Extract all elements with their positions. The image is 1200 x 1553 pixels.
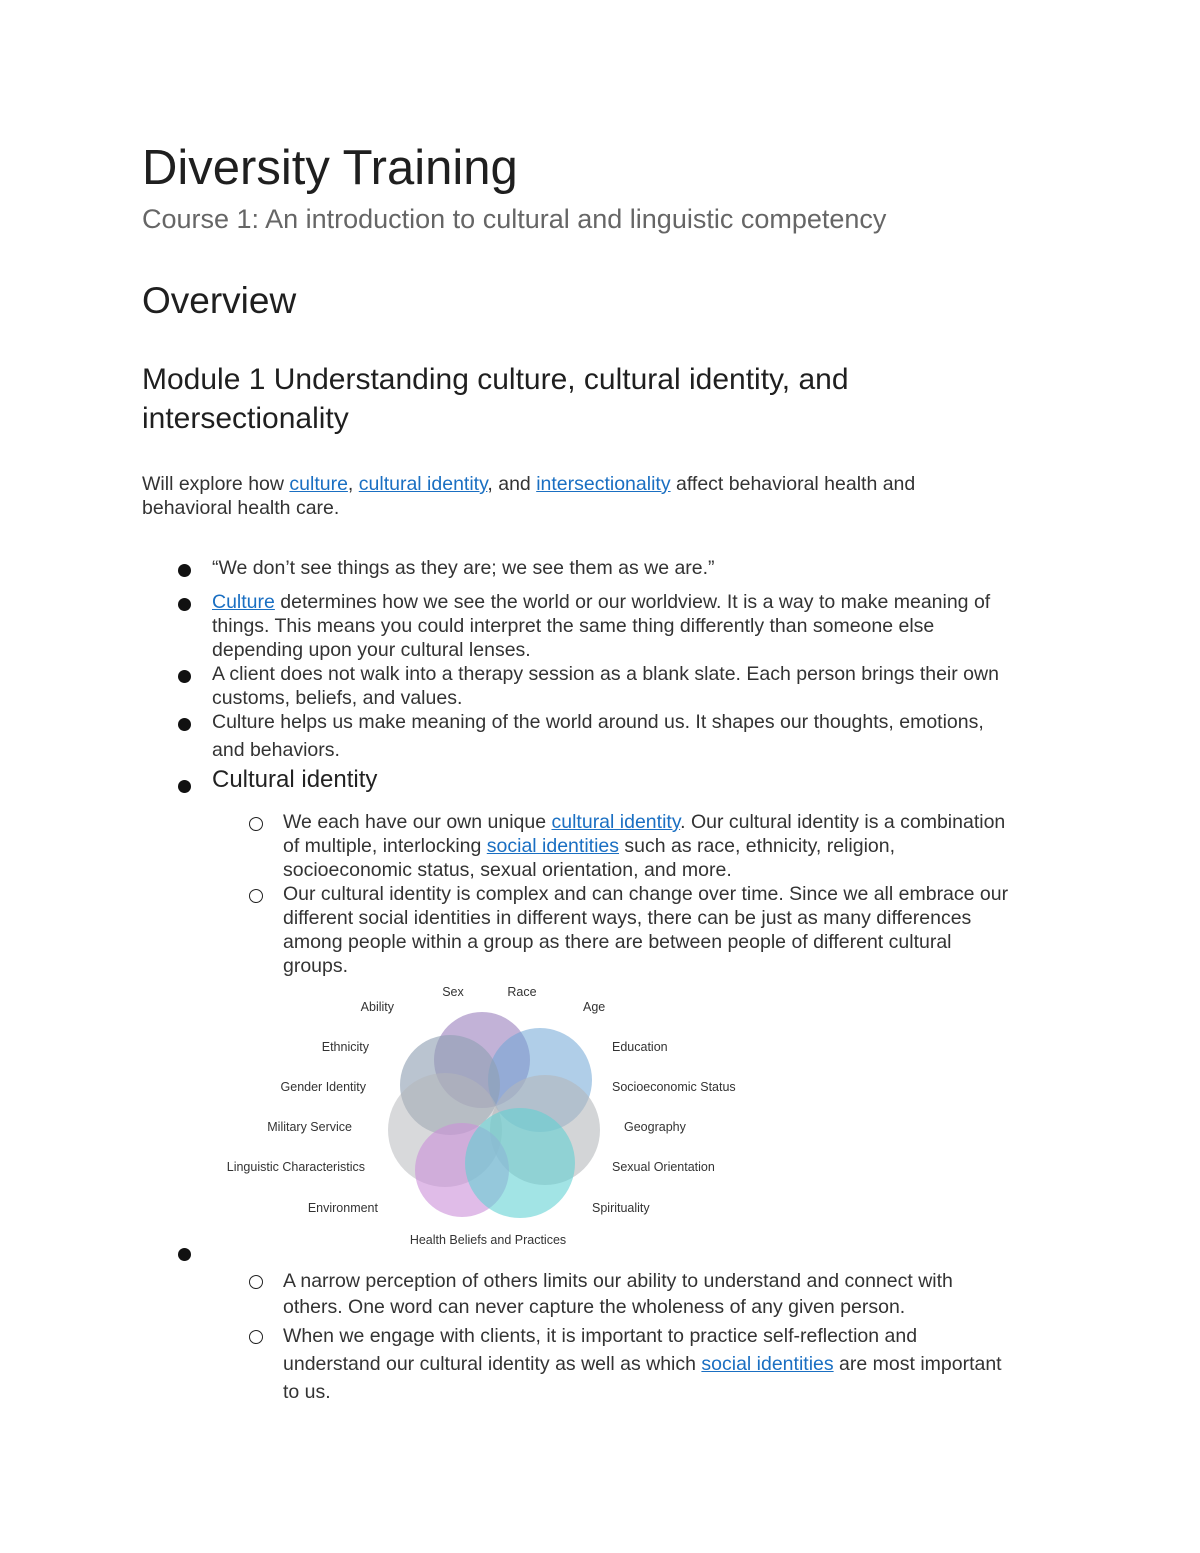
label-socioeconomic-status: Socioeconomic Status bbox=[612, 1080, 736, 1094]
intersectionality-link[interactable]: intersectionality bbox=[536, 473, 671, 495]
course-subtitle: Course 1: An introduction to cultural and linguistic competency bbox=[142, 204, 887, 234]
sub-bullet-4-text-1: understand our cultural identity as well as which bbox=[283, 1353, 702, 1375]
sub-bullet-3-line-2: others. One word can never capture the wholeness of any given person. bbox=[283, 1296, 906, 1318]
sub-bullet-2-line-1: Our cultural identity is complex and can change over time. Since we all embrace our bbox=[283, 883, 1009, 905]
label-ability: Ability bbox=[360, 1000, 394, 1014]
overview-heading: Overview bbox=[142, 280, 297, 321]
label-education: Education bbox=[612, 1040, 668, 1054]
label-age: Age bbox=[583, 1000, 606, 1014]
document-title: Diversity Training bbox=[142, 141, 518, 195]
sub-bullet-1-text-4: such as race, ethnicity, religion, bbox=[619, 835, 896, 857]
social-identities-link-2[interactable]: social identities bbox=[701, 1353, 834, 1375]
label-health-beliefs: Health Beliefs and Practices bbox=[409, 1233, 567, 1247]
sub-bullet-circle bbox=[249, 1275, 263, 1289]
module-heading-line1: Module 1 Understanding culture, cultural identity, and bbox=[142, 363, 849, 396]
label-environment: Environment bbox=[307, 1201, 378, 1215]
bullet-meaning-line-2: and behaviors. bbox=[212, 739, 340, 761]
label-ethnicity: Ethnicity bbox=[321, 1040, 369, 1054]
bullet-dot bbox=[178, 1248, 191, 1261]
label-geography: Geography bbox=[624, 1120, 686, 1134]
label-race: Race bbox=[507, 985, 537, 999]
sub-bullet-1-line-3: socioeconomic status, sexual orientation, and more. bbox=[283, 859, 732, 881]
sub-bullet-circle bbox=[249, 1330, 263, 1344]
sub-bullet-4-line-1: When we engage with clients, it is important to practice self-reflection and bbox=[283, 1325, 918, 1347]
module-heading-line2: intersectionality bbox=[142, 402, 349, 435]
bullet-client-line-2: customs, beliefs, and values. bbox=[212, 687, 463, 709]
label-military-service: Military Service bbox=[267, 1120, 352, 1134]
sub-bullet-2-line-3: among people within a group as there are between people of different cultural bbox=[283, 931, 952, 953]
identity-circle-teal bbox=[465, 1108, 575, 1218]
sub-bullet-1-text-2: . Our cultural identity is a combination bbox=[680, 811, 1006, 833]
sub-bullet-2-line-4: groups. bbox=[283, 955, 349, 977]
sub-bullet-4-line-3: to us. bbox=[283, 1381, 331, 1403]
intro-text-4: affect behavioral health and bbox=[670, 473, 916, 495]
label-sexual-orientation: Sexual Orientation bbox=[612, 1160, 715, 1174]
identity-circles bbox=[388, 1012, 600, 1218]
label-spirituality: Spirituality bbox=[592, 1201, 650, 1215]
bullet-client-line-1: A client does not walk into a therapy session as a blank slate. Each person brings their own bbox=[212, 663, 999, 685]
intro-text-3: , and bbox=[487, 473, 537, 495]
cultural-identity-link[interactable]: cultural identity bbox=[358, 473, 488, 495]
bullet-culture-text: determines how we see the world or our worldview. It is a way to make meaning of bbox=[274, 591, 991, 613]
culture-link-2[interactable]: Culture bbox=[212, 591, 275, 613]
sub-bullet-1-text-3: of multiple, interlocking bbox=[283, 835, 487, 857]
bullet-culture-line-3: depending upon your cultural lenses. bbox=[212, 639, 531, 661]
sub-bullet-self-reflection bbox=[283, 1322, 1002, 1406]
label-linguistic-characteristics: Linguistic Characteristics bbox=[226, 1160, 365, 1174]
label-sex: Sex bbox=[442, 985, 464, 999]
label-gender-identity: Gender Identity bbox=[280, 1080, 366, 1094]
sub-bullet-narrow-perception bbox=[283, 1268, 953, 1320]
culture-link[interactable]: culture bbox=[289, 473, 348, 495]
bullet-meaning-line-1: Culture helps us make meaning of the world around us. It shapes our thoughts, emotions, bbox=[212, 711, 984, 733]
sub-bullet-3-line-1: A narrow perception of others limits our ability to understand and connect with bbox=[283, 1270, 953, 1292]
bullet-quote: “We don’t see things as they are; we see them as we are.” bbox=[212, 557, 715, 579]
intro-line-2: behavioral health care. bbox=[142, 497, 340, 519]
cultural-identity-heading: Cultural identity bbox=[212, 766, 378, 793]
sub-bullet-4-text-2: are most important bbox=[833, 1353, 1002, 1375]
intro-text-1: Will explore how bbox=[142, 473, 290, 495]
cultural-identity-link-2[interactable]: cultural identity bbox=[551, 811, 681, 833]
sub-bullet-4-line-2 bbox=[283, 1350, 1002, 1378]
bullet-culture-line-2: things. This means you could interpret the same thing differently than someone else bbox=[212, 615, 935, 637]
sub-bullet-1-text-1: We each have our own unique bbox=[283, 811, 552, 833]
intro-text-2: , bbox=[347, 473, 359, 495]
sub-bullet-2-line-2: different social identities in different ways, there can be just as many differences bbox=[283, 907, 972, 929]
social-identities-link[interactable]: social identities bbox=[486, 835, 619, 857]
